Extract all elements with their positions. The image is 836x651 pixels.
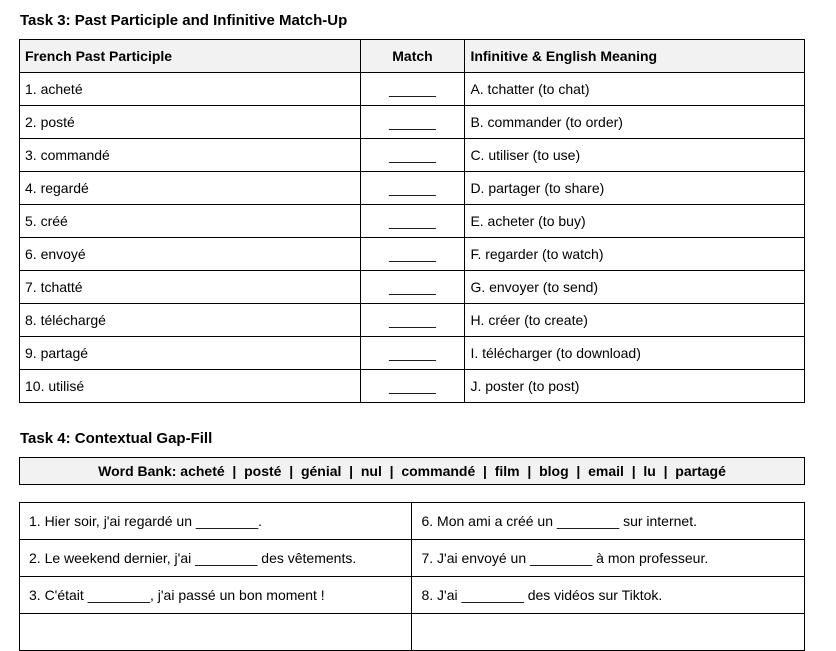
meaning-cell: F. regarder (to watch) [465, 238, 805, 271]
table-row [20, 106, 805, 139]
table-header-row [20, 40, 805, 73]
table-row [20, 577, 805, 614]
match-blank[interactable]: ______ [360, 271, 465, 304]
header-participle: French Past Participle [20, 40, 361, 73]
match-blank[interactable]: ______ [360, 172, 465, 205]
match-blank[interactable]: ______ [360, 238, 465, 271]
participle-cell: 4. regardé [20, 172, 361, 205]
header-meaning: Infinitive & English Meaning [465, 40, 805, 73]
match-blank[interactable]: ______ [360, 139, 465, 172]
table-row [20, 73, 805, 106]
match-up-table [19, 39, 805, 403]
meaning-cell: C. utiliser (to use) [465, 139, 805, 172]
table-row [20, 540, 805, 577]
match-blank[interactable]: ______ [360, 370, 465, 403]
gap-sentence[interactable]: 7. J'ai envoyé un ________ à mon professeur. [412, 540, 805, 577]
participle-cell: 1. acheté [20, 73, 361, 106]
gap-sentence[interactable]: 6. Mon ami a créé un ________ sur internet. [412, 503, 805, 540]
meaning-cell: I. télécharger (to download) [465, 337, 805, 370]
table-row [20, 614, 805, 651]
meaning-cell: D. partager (to share) [465, 172, 805, 205]
match-blank[interactable]: ______ [360, 304, 465, 337]
participle-cell: 8. téléchargé [20, 304, 361, 337]
gap-sentence[interactable]: 3. C'était ________, j'ai passé un bon moment ! [20, 577, 412, 614]
word-bank: Word Bank: acheté | posté | génial | nul | commandé | film | blog | email | lu | partagé [19, 457, 805, 485]
participle-cell: 9. partagé [20, 337, 361, 370]
header-match: Match [360, 40, 465, 73]
meaning-cell: J. poster (to post) [465, 370, 805, 403]
participle-cell: 10. utilisé [20, 370, 361, 403]
participle-cell: 2. posté [20, 106, 361, 139]
meaning-cell: A. tchatter (to chat) [465, 73, 805, 106]
task3-title: Task 3: Past Participle and Infinitive Match-Up [20, 12, 348, 29]
table-row [20, 139, 805, 172]
table-row [20, 238, 805, 271]
meaning-cell: G. envoyer (to send) [465, 271, 805, 304]
table-row [20, 271, 805, 304]
participle-cell: 6. envoyé [20, 238, 361, 271]
match-blank[interactable]: ______ [360, 337, 465, 370]
task4-title: Task 4: Contextual Gap-Fill [20, 430, 213, 447]
table-row [20, 172, 805, 205]
table-row [20, 503, 805, 540]
participle-cell: 5. créé [20, 205, 361, 238]
match-blank[interactable]: ______ [360, 106, 465, 139]
match-blank[interactable]: ______ [360, 205, 465, 238]
meaning-cell: E. acheter (to buy) [465, 205, 805, 238]
participle-cell: 7. tchatté [20, 271, 361, 304]
gap-sentence[interactable] [412, 614, 805, 651]
table-row [20, 337, 805, 370]
gap-sentence[interactable]: 8. J'ai ________ des vidéos sur Tiktok. [412, 577, 805, 614]
table-row [20, 370, 805, 403]
match-blank[interactable]: ______ [360, 73, 465, 106]
gap-sentence[interactable]: 1. Hier soir, j'ai regardé un ________. [20, 503, 412, 540]
gap-sentence[interactable] [20, 614, 412, 651]
gap-sentence[interactable]: 2. Le weekend dernier, j'ai ________ des vêtements. [20, 540, 412, 577]
meaning-cell: B. commander (to order) [465, 106, 805, 139]
gap-fill-table [19, 502, 805, 651]
table-row [20, 205, 805, 238]
participle-cell: 3. commandé [20, 139, 361, 172]
table-row [20, 304, 805, 337]
meaning-cell: H. créer (to create) [465, 304, 805, 337]
